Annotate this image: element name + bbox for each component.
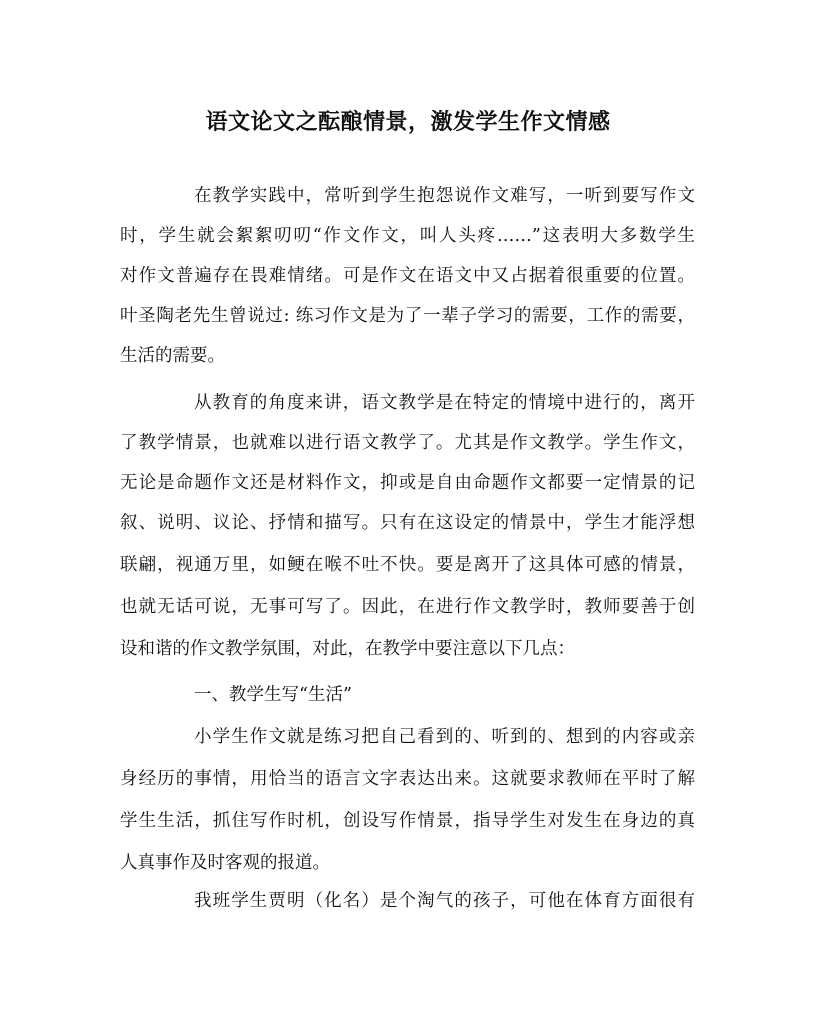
paragraph-line: 时，学生就会絮絮叨叨“作文作文，叫人头疼……”这表明大多数学生: [120, 226, 695, 246]
paragraph-line: 叶圣陶老先生曾说过: 练习作文是为了一辈子学习的需要，工作的需要，: [120, 306, 695, 326]
paragraph-line: 在教学实践中，常听到学生抱怨说作文难写，一听到要写作文: [194, 186, 695, 206]
paragraph-line: 学生生活，抓住写作时机，创设写作情景，指导学生对发生在身边的真: [120, 811, 695, 831]
paragraph-line: 联翩，视通万里，如鲠在喉不吐不快。要是离开了这具体可感的情景，: [120, 555, 695, 575]
paragraph-line: 无论是命题作文还是材料作文，抑或是自由命题作文都要一定情景的记: [120, 473, 695, 493]
paragraph-line: 我班学生贾明（化名）是个淘气的孩子，可他在体育方面很有: [194, 891, 695, 911]
paragraph-line: 叙、说明、议论、抒情和描写。只有在这设定的情景中，学生才能浮想: [120, 513, 695, 533]
paragraph-line: 人真事作及时客观的报道。: [120, 853, 330, 873]
paragraph-line: 也就无话可说，无事可写了。因此，在进行作文教学时，教师要善于创: [120, 597, 695, 617]
paragraph-line: 身经历的事情，用恰当的语言文字表达出来。这就要求教师在平时了解: [120, 769, 695, 789]
page-title: 语文论文之酝酿情景，激发学生作文情感: [205, 109, 611, 135]
paragraph-line: 了教学情景，也就难以进行语文教学了。尤其是作文教学。学生作文，: [120, 433, 695, 453]
paragraph-line: 小学生作文就是练习把自己看到的、听到的、想到的内容或亲: [194, 727, 695, 747]
paragraph-line: 从教育的角度来讲，语文教学是在特定的情境中进行的，离开: [194, 393, 695, 413]
paragraph-line: 对作文普遍存在畏难情绪。可是作文在语文中又占据着很重要的位置。: [120, 266, 695, 286]
paragraph-line: 设和谐的作文教学氛围，对此，在教学中要注意以下几点：: [120, 639, 575, 659]
section-heading: 一、教学生写“生活”: [194, 685, 352, 705]
paragraph-line: 生活的需要。: [120, 346, 225, 366]
